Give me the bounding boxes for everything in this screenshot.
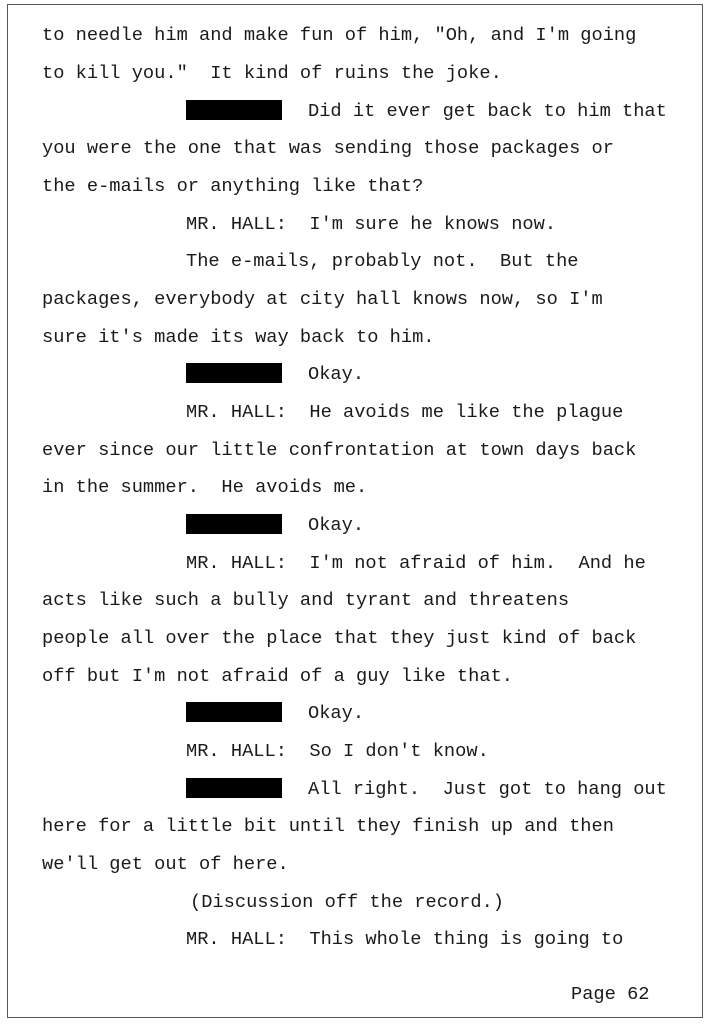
transcript-line: MR. HALL: So I don't know. — [186, 740, 489, 762]
transcript-line — [186, 777, 667, 801]
transcript-line: ever since our little confrontation at town days back — [42, 439, 637, 461]
transcript-line: you were the one that was sending those packages or — [42, 137, 614, 159]
transcript-line: the e-mails or anything like that? — [42, 175, 424, 197]
transcript-line: to kill you." It kind of ruins the joke. — [42, 62, 502, 84]
transcript-line: MR. HALL: I'm not afraid of him. And he — [186, 552, 646, 574]
transcript-line — [186, 513, 364, 537]
redaction-block — [186, 702, 282, 722]
page-number: Page 62 — [571, 983, 650, 1005]
transcript-line: sure it's made its way back to him. — [42, 326, 435, 348]
transcript-page — [7, 4, 703, 1018]
speaker-text: Did it ever get back to him that — [308, 100, 667, 122]
transcript-line: MR. HALL: He avoids me like the plague — [186, 401, 624, 423]
transcript-line: here for a little bit until they finish up and then — [42, 815, 614, 837]
redaction-block — [186, 100, 282, 120]
transcript-line: in the summer. He avoids me. — [42, 476, 368, 498]
transcript-line — [186, 99, 667, 123]
redaction-block — [186, 363, 282, 383]
transcript-line: packages, everybody at city hall knows now, so I'm — [42, 288, 603, 310]
transcript-line: people all over the place that they just kind of back — [42, 627, 637, 649]
transcript-line: The e-mails, probably not. But the — [186, 250, 579, 272]
transcript-line: we'll get out of here. — [42, 853, 289, 875]
redaction-block — [186, 778, 282, 798]
transcript-line: acts like such a bully and tyrant and threatens — [42, 589, 570, 611]
transcript-line — [186, 701, 364, 725]
redaction-block — [186, 514, 282, 534]
speaker-text: Okay. — [308, 514, 365, 536]
speaker-text: Okay. — [308, 363, 365, 385]
transcript-line: MR. HALL: I'm sure he knows now. — [186, 213, 557, 235]
transcript-line — [186, 362, 364, 386]
speaker-text: All right. Just got to hang out — [308, 778, 667, 800]
speaker-text: Okay. — [308, 702, 365, 724]
transcript-line: MR. HALL: This whole thing is going to — [186, 928, 624, 950]
transcript-line: to needle him and make fun of him, "Oh, and I'm going — [42, 24, 637, 46]
transcript-line: off but I'm not afraid of a guy like that. — [42, 665, 514, 687]
transcript-line: (Discussion off the record.) — [190, 891, 505, 913]
